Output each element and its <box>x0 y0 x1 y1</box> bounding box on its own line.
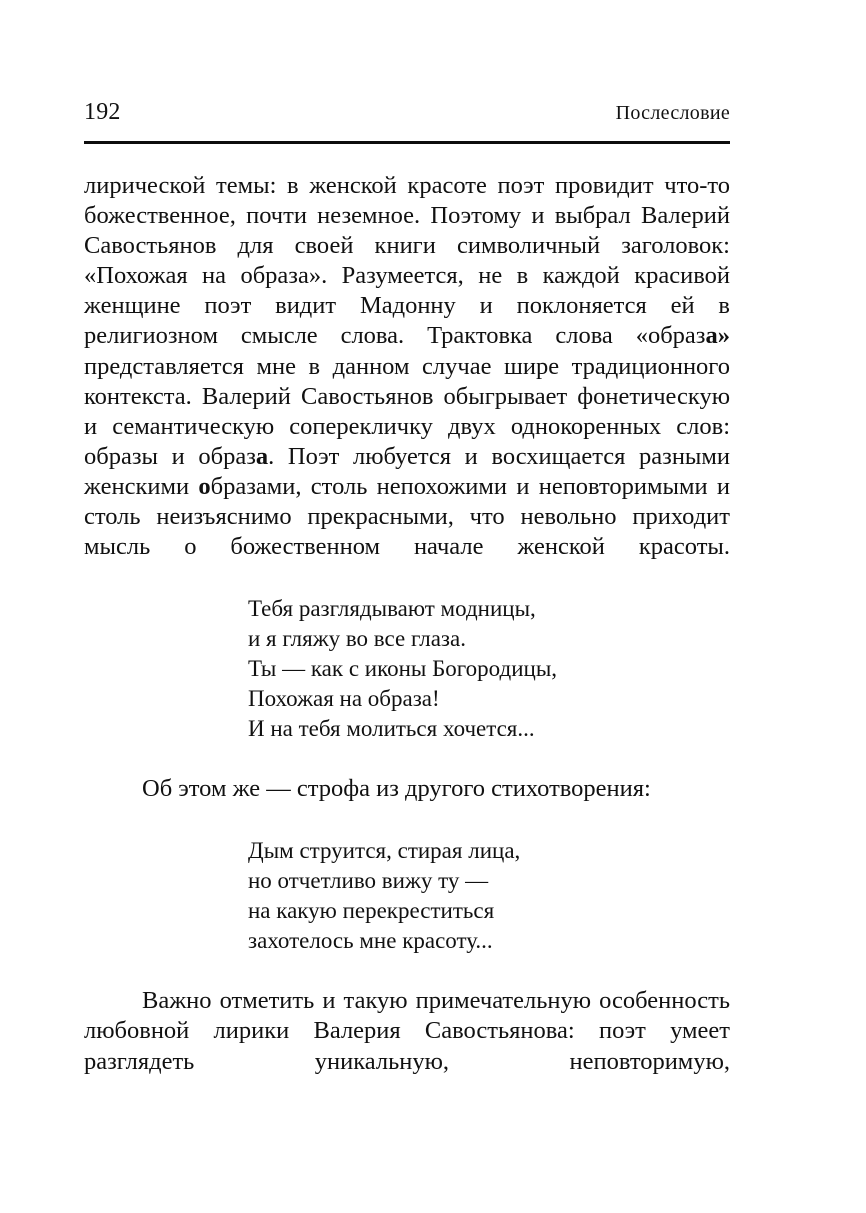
verse-line: Тебя разглядывают модницы, <box>248 596 536 622</box>
spacer <box>84 804 730 836</box>
stress-mark-3: о <box>198 472 211 500</box>
spacer <box>84 956 730 986</box>
running-head <box>84 100 730 124</box>
page-number: 192 <box>84 99 121 125</box>
paragraph-1-part-3: . Поэт любуется и восхищается разными женскими <box>84 442 731 500</box>
verse-line: Похожая на образа! <box>248 686 440 712</box>
verse-line: Ты — как с иконы Богородицы, <box>248 656 558 682</box>
paragraph-1-part-1: лирической темы: в женской красоте поэт провидит что-то божественное, почти неземное. Поэтому и выбрал Валерий Савостьянов для своей книги символичный заголовок: «Похожая на образа». Разумеется, не в каждой красивой женщине поэт видит Мадонну и поклоняется ей в религиозном смысле слова. Трактовка слова «образ <box>84 172 730 350</box>
stress-mark-1: а» <box>705 322 730 350</box>
stress-mark-2: а <box>255 442 269 470</box>
spacer <box>84 744 730 774</box>
paragraph-body: Об этом же — строфа из другого стихотворения: <box>142 775 651 803</box>
verse-block-second <box>84 836 730 956</box>
spacer <box>84 562 730 594</box>
verse-block-first <box>84 594 730 744</box>
text-block <box>84 171 730 1077</box>
verse-line: захотелось мне красоту... <box>248 928 493 954</box>
verse-line: Дым струится, стирая лица, <box>248 838 521 864</box>
paragraph-body: Важно отметить и такую примечательную особенность любовной лирики Валерия Савостьянова: поэт умеет разглядеть уникальную, неповторимую, <box>84 987 730 1075</box>
verse-line: на какую перекреститься <box>248 898 495 924</box>
verse-line: но отчетливо вижу ту — <box>248 868 489 894</box>
verse-line: и я гляжу во все глаза. <box>248 626 466 652</box>
verse-line: И на тебя молиться хочется... <box>248 716 535 742</box>
paragraph-1-part-4: бразами, столь непохожими и неповторимыми и столь неизъяснимо прекрасными, что невольно приходит мысль о божественном начале женской красоты. <box>84 472 730 561</box>
header-rule <box>84 141 730 144</box>
paragraph-body <box>84 171 730 562</box>
running-title: Послесловие <box>615 102 730 124</box>
paragraph-1-part-2: представляется мне в данном случае шире традиционного контекста. Валерий Савостьянов обыгрывает фонетическую и семантическую соперекличку двух однокоренных слов: образы и образ <box>84 352 730 470</box>
